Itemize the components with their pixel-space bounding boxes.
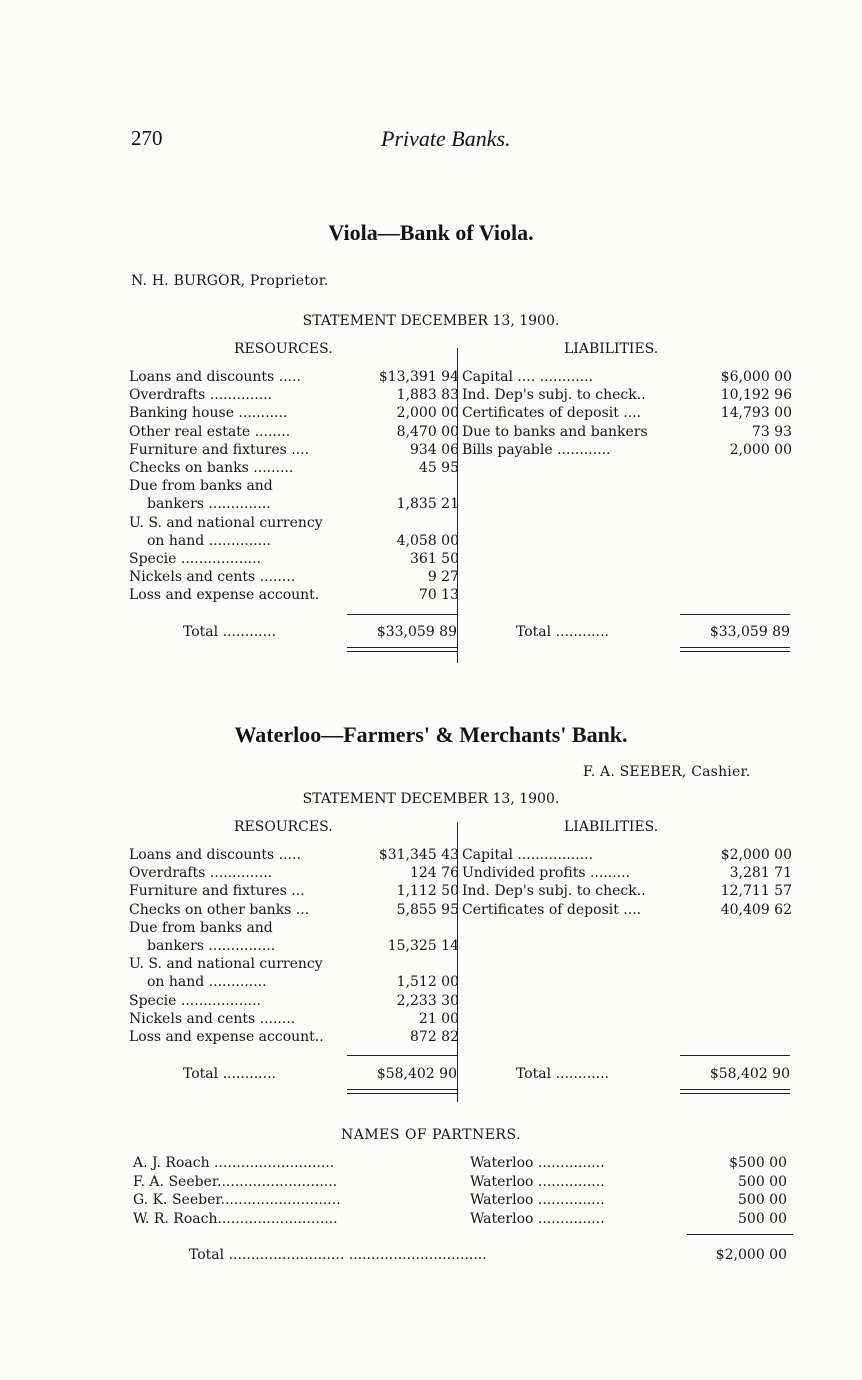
bank2-resources-total: $58,402 90 xyxy=(376,1066,457,1082)
row-amount: 2,233 30 xyxy=(396,992,459,1009)
bank1-statement-table xyxy=(129,368,793,668)
running-title: Private Banks. xyxy=(381,126,511,151)
row-amount: 1,883 83 xyxy=(396,387,459,404)
row-amount: 21 00 xyxy=(418,1010,459,1027)
row-label: Certificates of deposit .... xyxy=(462,901,642,918)
partners-total-label: Total .......................... ............................... xyxy=(189,1247,487,1263)
partners-total-amount: $2,000 00 xyxy=(715,1247,787,1263)
row-amount: $13,391 94 xyxy=(378,369,459,385)
bank2-liabilities-total-label: Total ............ xyxy=(516,1066,609,1082)
resource-row xyxy=(129,1028,459,1046)
bank2-liabilities-sum-rule xyxy=(680,1055,790,1056)
bank2-resources-list xyxy=(129,846,459,1046)
bank2-resources-total-label: Total ............ xyxy=(183,1066,276,1082)
row-amount: 4,058 00 xyxy=(396,532,459,549)
row-label: on hand ............. xyxy=(147,974,267,991)
row-label: U. S. and national currency xyxy=(129,956,323,973)
row-label: Furniture and fixtures ... xyxy=(129,883,305,900)
resource-row xyxy=(129,550,459,568)
resource-row xyxy=(129,423,459,441)
row-label: bankers .............. xyxy=(147,496,271,513)
partner-name: G. K. Seeber........................... xyxy=(133,1192,341,1208)
row-amount: 12,711 57 xyxy=(720,883,792,900)
bank1-liabilities-total-label: Total ............ xyxy=(516,624,609,640)
resource-row xyxy=(129,919,459,937)
resource-row xyxy=(129,973,459,991)
partner-row xyxy=(133,1191,793,1210)
bank2-liabilities-total: $58,402 90 xyxy=(709,1066,790,1082)
row-label: Loans and discounts ..... xyxy=(129,369,301,385)
row-label: Checks on banks ......... xyxy=(129,459,294,476)
bank1-resources-heading: RESOURCES. xyxy=(234,341,333,357)
row-label: Furniture and fixtures .... xyxy=(129,441,310,458)
partner-town: Waterloo ............... xyxy=(470,1192,605,1208)
row-amount: 2,000 00 xyxy=(729,441,792,458)
resource-row xyxy=(129,568,459,586)
row-label: Loss and expense account.. xyxy=(129,1028,324,1045)
row-label: Undivided profits ......... xyxy=(462,865,631,882)
resource-row xyxy=(129,882,459,900)
bank2-liabilities-heading: LIABILITIES. xyxy=(564,819,659,835)
partner-town: Waterloo ............... xyxy=(470,1173,605,1190)
row-label: Loans and discounts ..... xyxy=(129,847,301,863)
row-label: U. S. and national currency xyxy=(129,514,323,531)
partner-row xyxy=(133,1173,793,1192)
row-label: on hand .............. xyxy=(147,532,271,549)
row-label: bankers ............... xyxy=(147,937,276,954)
bank1-resources-sum-rule xyxy=(347,614,457,615)
row-label: Due to banks and bankers xyxy=(462,423,648,440)
row-amount: $2,000 00 xyxy=(720,847,792,863)
resource-row xyxy=(129,459,459,477)
row-amount: 2,000 00 xyxy=(396,405,459,422)
bank1-officer: N. H. BURGOR, Proprietor. xyxy=(131,273,329,289)
row-label: Ind. Dep's subj. to check.. xyxy=(462,883,646,900)
partner-amount: 500 00 xyxy=(738,1192,787,1208)
bank2-statement: STATEMENT DECEMBER 13, 1900. xyxy=(302,791,560,807)
bank1-liabilities-sum-rule xyxy=(680,614,790,615)
liability-row xyxy=(462,386,792,404)
partner-name: F. A. Seeber........................... xyxy=(133,1173,338,1190)
bank1-liabilities-total: $33,059 89 xyxy=(709,624,790,640)
partner-town: Waterloo ............... xyxy=(470,1155,605,1171)
partner-town: Waterloo ............... xyxy=(470,1210,605,1227)
partner-row xyxy=(133,1210,793,1229)
resource-row xyxy=(129,955,459,973)
row-label: Specie .................. xyxy=(129,550,261,567)
bank2-resources-heading: RESOURCES. xyxy=(234,819,333,835)
partner-name: W. R. Roach........................... xyxy=(133,1210,338,1227)
row-label: Overdrafts .............. xyxy=(129,865,273,882)
partner-amount: 500 00 xyxy=(738,1210,787,1227)
partners-total-row xyxy=(133,1246,793,1265)
row-amount: 15,325 14 xyxy=(387,937,459,954)
bank2-liabilities-list xyxy=(462,846,792,919)
row-label: Ind. Dep's subj. to check.. xyxy=(462,387,646,404)
bank1-title: Viola—Bank of Viola. xyxy=(328,220,534,245)
page-header xyxy=(131,126,791,154)
row-amount: 1,512 00 xyxy=(396,974,459,991)
row-amount: 9 27 xyxy=(427,569,459,586)
row-amount: 934 06 xyxy=(410,441,459,458)
bank1-liabilities-list xyxy=(462,368,792,459)
partner-row xyxy=(133,1154,793,1173)
row-amount: 40,409 62 xyxy=(720,901,792,918)
row-label: Nickels and cents ........ xyxy=(129,569,296,586)
resource-row xyxy=(129,532,459,550)
partner-amount: $500 00 xyxy=(729,1155,787,1171)
liability-row xyxy=(462,441,792,459)
row-amount: 361 50 xyxy=(410,550,459,567)
row-amount: 5,855 95 xyxy=(396,901,459,918)
row-label: Banking house ........... xyxy=(129,405,288,422)
resource-row xyxy=(129,1010,459,1028)
resource-row xyxy=(129,386,459,404)
row-label: Capital ................. xyxy=(462,847,594,863)
resource-row xyxy=(129,477,459,495)
row-label: Due from banks and xyxy=(129,919,273,936)
bank1-liabilities-heading: LIABILITIES. xyxy=(564,341,659,357)
row-amount: 872 82 xyxy=(410,1028,459,1045)
row-label: Certificates of deposit .... xyxy=(462,405,642,422)
row-label: Loss and expense account. xyxy=(129,587,320,604)
liability-row xyxy=(462,368,792,386)
partners-title: NAMES OF PARTNERS. xyxy=(340,1127,522,1143)
row-label: Nickels and cents ........ xyxy=(129,1010,296,1027)
resource-row xyxy=(129,937,459,955)
partners-sum-rule xyxy=(687,1234,793,1235)
resource-row xyxy=(129,992,459,1010)
liability-row xyxy=(462,882,792,900)
bank2-resources-double-rule xyxy=(347,1089,457,1094)
bank1-resources-list xyxy=(129,368,459,604)
row-amount: 1,112 50 xyxy=(396,883,459,900)
row-label: Bills payable ............ xyxy=(462,441,611,458)
resource-row xyxy=(129,441,459,459)
resource-row xyxy=(129,368,459,386)
row-amount: 3,281 71 xyxy=(729,865,792,882)
bank1-resources-total: $33,059 89 xyxy=(376,624,457,640)
row-label: Overdrafts .............. xyxy=(129,387,273,404)
resource-row xyxy=(129,864,459,882)
bank2-resources-sum-rule xyxy=(347,1055,457,1056)
row-amount: 10,192 96 xyxy=(720,387,792,404)
bank1-resources-total-label: Total ............ xyxy=(183,624,276,640)
row-amount: 70 13 xyxy=(418,587,459,604)
liability-row xyxy=(462,901,792,919)
bank1-resources-double-rule xyxy=(347,647,457,652)
liability-row xyxy=(462,423,792,441)
bank2-liabilities-double-rule xyxy=(680,1089,790,1094)
bank2-officer: F. A. SEEBER, Cashier. xyxy=(583,764,751,780)
row-label: Specie .................. xyxy=(129,992,261,1009)
row-amount: 1,835 21 xyxy=(396,496,459,513)
liability-row xyxy=(462,864,792,882)
row-amount: $31,345 43 xyxy=(378,847,459,863)
row-label: Due from banks and xyxy=(129,478,273,495)
resource-row xyxy=(129,514,459,532)
resource-row xyxy=(129,846,459,864)
bank2-title: Waterloo—Farmers' & Merchants' Bank. xyxy=(234,722,628,747)
row-amount: 124 76 xyxy=(410,865,459,882)
resource-row xyxy=(129,404,459,422)
resource-row xyxy=(129,495,459,513)
row-amount: 73 93 xyxy=(751,423,792,440)
partner-name: A. J. Roach ........................... xyxy=(133,1155,335,1171)
row-label: Checks on other banks ... xyxy=(129,901,310,918)
row-amount: 8,470 00 xyxy=(396,423,459,440)
bank1-statement: STATEMENT DECEMBER 13, 1900. xyxy=(302,313,560,329)
row-amount: $6,000 00 xyxy=(720,369,792,385)
page-number: 270 xyxy=(131,126,163,150)
row-label: Other real estate ........ xyxy=(129,423,291,440)
bank2-statement-table xyxy=(129,846,793,1116)
partner-amount: 500 00 xyxy=(738,1173,787,1190)
liability-row xyxy=(462,404,792,422)
row-amount: 45 95 xyxy=(418,459,459,476)
resource-row xyxy=(129,586,459,604)
row-label: Capital .... ............ xyxy=(462,369,594,385)
liability-row xyxy=(462,846,792,864)
row-amount: 14,793 00 xyxy=(720,405,792,422)
bank1-liabilities-double-rule xyxy=(680,647,790,652)
resource-row xyxy=(129,901,459,919)
